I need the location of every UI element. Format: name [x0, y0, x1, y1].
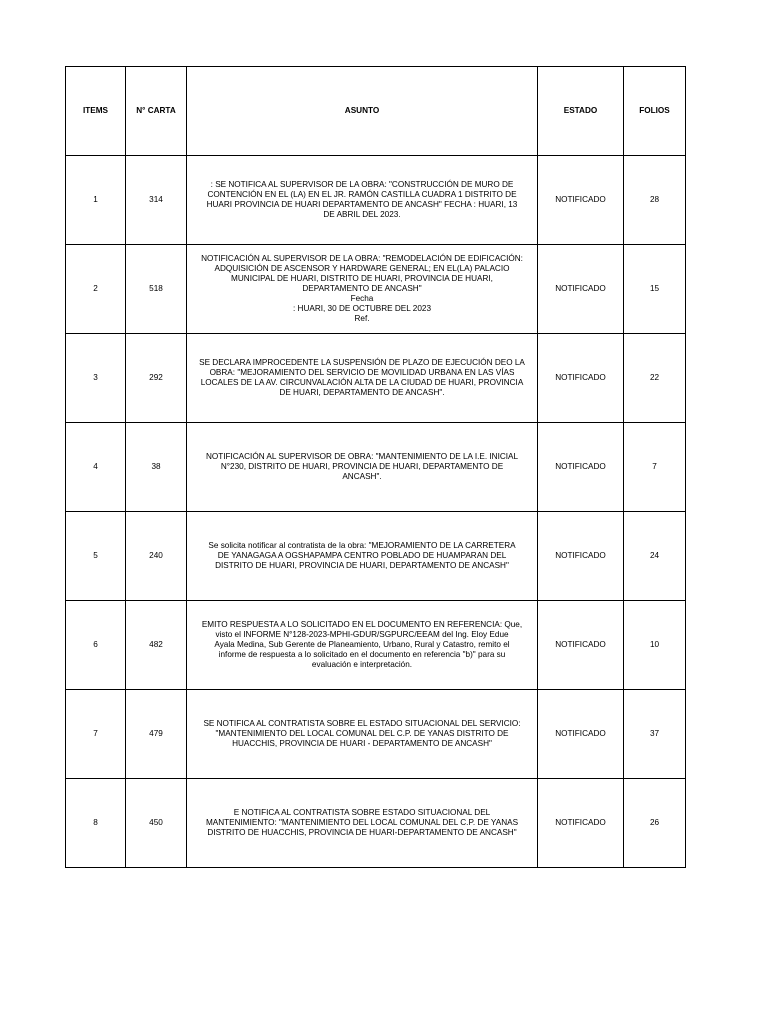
- cell-estado: NOTIFICADO: [538, 334, 624, 423]
- cell-folios: 37: [624, 690, 686, 779]
- cell-folios: 24: [624, 512, 686, 601]
- table-row: [66, 423, 686, 512]
- cell-estado: NOTIFICADO: [538, 245, 624, 334]
- cell-estado: NOTIFICADO: [538, 156, 624, 245]
- cell-carta: 482: [126, 601, 187, 690]
- header-items: ITEMS: [66, 67, 126, 156]
- table-header: [66, 67, 686, 156]
- cell-folios: 28: [624, 156, 686, 245]
- cell-estado: NOTIFICADO: [538, 690, 624, 779]
- cell-estado: NOTIFICADO: [538, 779, 624, 868]
- table-row: [66, 690, 686, 779]
- cell-item: 8: [66, 779, 126, 868]
- cell-carta: 314: [126, 156, 187, 245]
- cell-folios: 10: [624, 601, 686, 690]
- cell-carta: 38: [126, 423, 187, 512]
- cartas-table: [65, 66, 686, 868]
- cell-asunto: NOTIFICACIÓN AL SUPERVISOR DE OBRA: "MANTENIMIENTO DE LA I.E. INICIAL N°230, DISTRITO DE HUARI, PROVINCIA DE HUARI, DEPARTAMENTO DE ANCASH".: [187, 423, 538, 512]
- cell-item: 2: [66, 245, 126, 334]
- cell-item: 5: [66, 512, 126, 601]
- cell-item: 1: [66, 156, 126, 245]
- table-row: [66, 156, 686, 245]
- table-body: [66, 156, 686, 868]
- cell-asunto: NOTIFICACIÓN AL SUPERVISOR DE LA OBRA: "REMODELACIÓN DE EDIFICACIÓN: ADQUISICIÓN DE ASCENSOR Y HARDWARE GENERAL; EN EL(LA) PALACIO MUNICIPAL DE HUARI, DISTRITO DE HUARI, PROVINCIA DE HUARI, DEPARTAMENTO DE ANCASH" Fecha : HUARI, 30 DE OCTUBRE DEL 2023 Ref.: [187, 245, 538, 334]
- cell-folios: 7: [624, 423, 686, 512]
- cell-folios: 26: [624, 779, 686, 868]
- cell-item: 4: [66, 423, 126, 512]
- cell-asunto: EMITO RESPUESTA A LO SOLICITADO EN EL DOCUMENTO EN REFERENCIA: Que, visto el INFORME N°128-2023-MPHI-GDUR/SGPURC/EEAM del Ing. Eloy Edue Ayala Medina, Sub Gerente de Planeamiento, Urbano, Rural y Catastro, remito el informe de respuesta a lo solicitado en el documento en referencia "b)" para su evaluación e interpretación.: [187, 601, 538, 690]
- cell-carta: 240: [126, 512, 187, 601]
- cell-item: 3: [66, 334, 126, 423]
- table-row: [66, 512, 686, 601]
- header-folios: FOLIOS: [624, 67, 686, 156]
- header-estado: ESTADO: [538, 67, 624, 156]
- cell-estado: NOTIFICADO: [538, 512, 624, 601]
- cell-asunto: SE NOTIFICA AL CONTRATISTA SOBRE EL ESTADO SITUACIONAL DEL SERVICIO: "MANTENIMIENTO DEL LOCAL COMUNAL DEL C.P. DE YANAS DISTRITO DE HUACCHIS, PROVINCIA DE HUARI - DEPARTAMENTO DE ANCASH": [187, 690, 538, 779]
- cell-carta: 292: [126, 334, 187, 423]
- header-row: [66, 67, 686, 156]
- cell-asunto: SE DECLARA IMPROCEDENTE LA SUSPENSIÓN DE PLAZO DE EJECUCIÓN DEO LA OBRA: "MEJORAMIENTO DEL SERVICIO DE MOVILIDAD URBANA EN LAS VÍAS LOCALES DE LA AV. CIRCUNVALACIÓN ALTA DE LA CIUDAD DE HUARI, PROVINCIA DE HUARI, DEPARTAMENTO DE ANCASH".: [187, 334, 538, 423]
- cell-folios: 22: [624, 334, 686, 423]
- cell-asunto: E NOTIFICA AL CONTRATISTA SOBRE ESTADO SITUACIONAL DEL MANTENIMIENTO: "MANTENIMIENTO DEL LOCAL COMUNAL DEL C.P. DE YANAS DISTRITO DE HUACCHIS, PROVINCIA DE HUARI-DEPARTAMENTO DE ANCASH": [187, 779, 538, 868]
- table-row: [66, 601, 686, 690]
- cell-carta: 479: [126, 690, 187, 779]
- cell-folios: 15: [624, 245, 686, 334]
- cell-estado: NOTIFICADO: [538, 423, 624, 512]
- cell-carta: 518: [126, 245, 187, 334]
- table-row: [66, 779, 686, 868]
- cell-item: 6: [66, 601, 126, 690]
- cell-asunto: Se solicita notificar al contratista de la obra: "MEJORAMIENTO DE LA CARRETERA DE YANAGAGA A OGSHAPAMPA CENTRO POBLADO DE HUAMPARAN DEL DISTRITO DE HUARI, PROVINCIA DE HUARI, DEPARTAMENTO DE ANCASH": [187, 512, 538, 601]
- table-row: [66, 334, 686, 423]
- cell-asunto: : SE NOTIFICA AL SUPERVISOR DE LA OBRA: "CONSTRUCCIÓN DE MURO DE CONTENCIÓN EN EL (LA) EN EL JR. RAMÓN CASTILLA CUADRA 1 DISTRITO DE HUARI PROVINCIA DE HUARI DEPARTAMENTO DE ANCASH" FECHA : HUARI, 13 DE ABRIL DEL 2023.: [187, 156, 538, 245]
- cell-item: 7: [66, 690, 126, 779]
- header-asunto: ASUNTO: [187, 67, 538, 156]
- cell-carta: 450: [126, 779, 187, 868]
- header-carta: N° CARTA: [126, 67, 187, 156]
- cell-estado: NOTIFICADO: [538, 601, 624, 690]
- table-row: [66, 245, 686, 334]
